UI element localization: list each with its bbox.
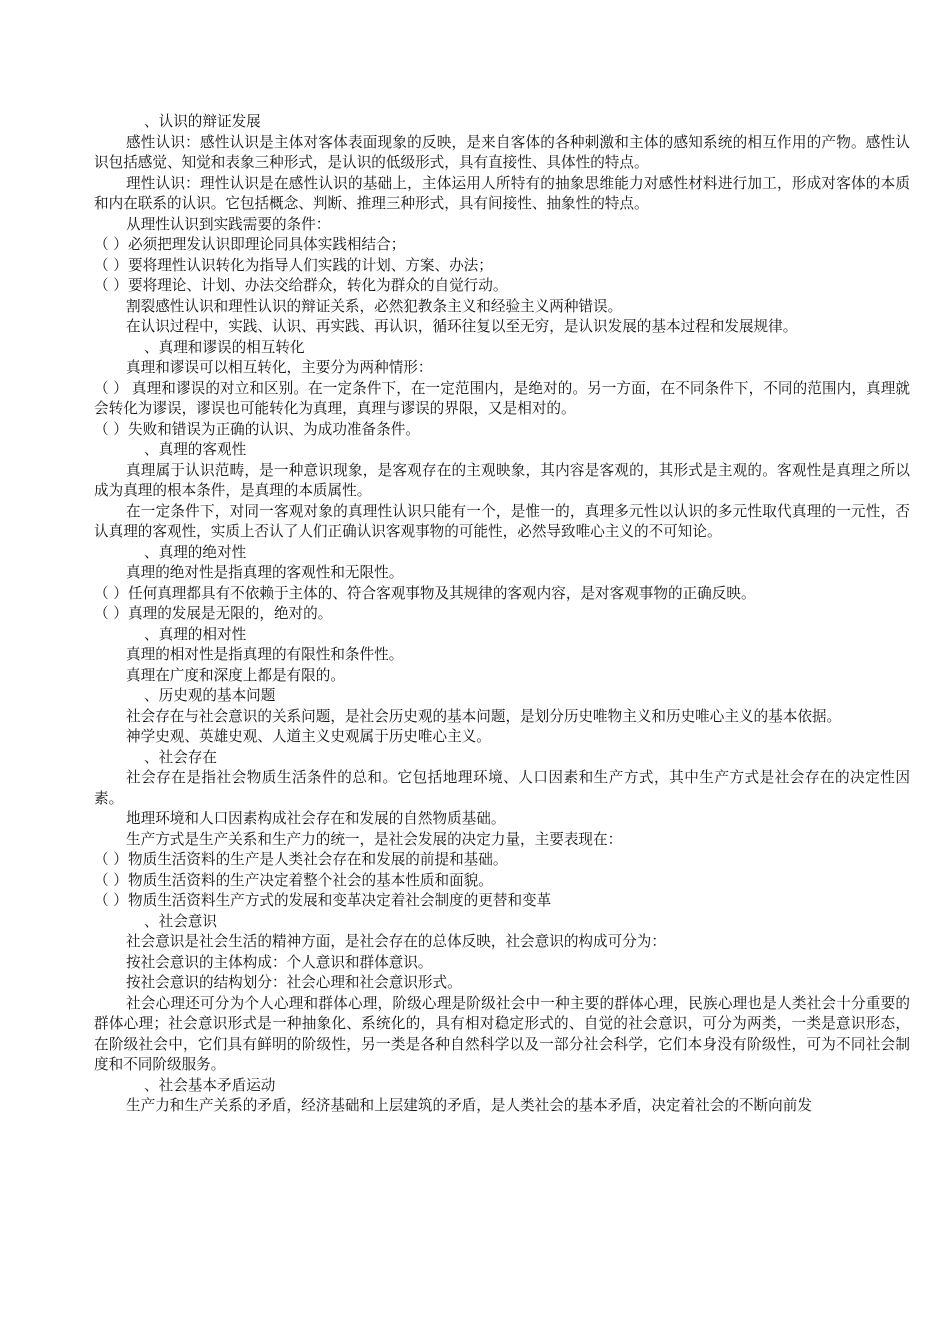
paragraph: 社会意识是社会生活的精神方面，是社会存在的总体反映，社会意识的构成可分为： <box>126 933 666 950</box>
paragraph: 在认识过程中，实践、认识、再实践、再认识，循环往复以至无穷，是认识发展的基本过程和发展规律。 <box>126 318 798 335</box>
item-text: 真理的发展是无限的，绝对的。 <box>128 605 333 622</box>
section-heading: 、真理的客观性 <box>144 441 247 458</box>
item-marker: （ ） <box>94 605 128 622</box>
item-marker: （ ） <box>94 892 128 909</box>
section-heading: 、认识的辩证发展 <box>144 113 261 130</box>
section-heading: 、真理的绝对性 <box>144 543 247 561</box>
paragraph: 按社会意识的结构划分：社会心理和社会意识形式。 <box>126 974 462 991</box>
item-text: 要将理性认识转化为指导人们实践的计划、方案、办法； <box>128 256 493 274</box>
paragraph: 神学史观、英雄史观、人道主义史观属于历史唯心主义。 <box>126 728 491 745</box>
paragraph: 割裂感性认识和理性认识的辩证关系，必然犯教条主义和经验主义两种错误。 <box>126 297 623 315</box>
item-text: 要将理论、计划、办法交给群众，转化为群众的自觉行动。 <box>128 277 508 294</box>
item-text: 物质生活资料的生产决定着整个社会的基本性质和面貌。 <box>128 871 493 889</box>
paragraph: 社会存在与社会意识的关系问题，是社会历史观的基本问题，是划分历史唯物主义和历史唯心主义的基本依据。 <box>126 707 842 725</box>
paragraph: 理性认识：理性认识是在感性认识的基础上，主体运用人所特有的抽象思维能力对感性材料进行加工，形成对客体的本质和内在联系的认识。它包括概念、判断、推理三种形式，具有间接性、抽象性的特点。 <box>94 174 910 212</box>
document-body <box>94 112 910 1117</box>
paragraph: 感性认识：感性认识是主体对客体表面现象的反映，是来自客体的各种刺激和主体的感知系统的相互作用的产物。感性认识包括感觉、知觉和表象三种形式，是认识的低级形式，具有直接性、具体性的特点。 <box>94 133 910 171</box>
item-text: 失败和错误为正确的认识、为成功准备条件。 <box>128 420 420 438</box>
item-marker: （ ） <box>94 277 128 294</box>
numbered-item <box>94 871 910 892</box>
section-heading: 、真理和谬误的相互转化 <box>144 338 305 356</box>
paragraph: 地理环境和人口因素构成社会存在和发展的自然物质基础。 <box>126 810 506 827</box>
paragraph: 在一定条件下，对同一客观对象的真理性认识只能有一个，是惟一的，真理多元性以认识的多元性取代真理的一元性，否认真理的客观性，实质上否认了人们正确认识客观事物的可能性，必然导致唯心主义的不可知论。 <box>94 502 910 540</box>
numbered-item <box>94 850 910 871</box>
item-marker: （ ） <box>94 851 128 868</box>
paragraph: 从理性认识到实践需要的条件： <box>126 215 331 233</box>
paragraph: 社会存在是指社会物质生活条件的总和。它包括地理环境、人口因素和生产方式，其中生产方式是社会存在的决定性因素。 <box>94 769 910 807</box>
section-heading: 、历史观的基本问题 <box>144 687 276 704</box>
item-text: 任何真理都具有不依赖于主体的、符合客观事物及其规律的客观内容，是对客观事物的正确反映。 <box>128 584 756 602</box>
numbered-item <box>94 379 910 420</box>
numbered-item <box>94 604 910 625</box>
numbered-item <box>94 891 910 912</box>
paragraph: 真理属于认识范畴，是一种意识现象，是客观存在的主观映象，其内容是客观的，其形式是主观的。客观性是真理之所以成为真理的根本条件，是真理的本质属性。 <box>94 461 910 499</box>
item-text: 必须把理发认识即理论同具体实践相结合； <box>128 236 406 253</box>
paragraph: 真理的相对性是指真理的有限性和条件性。 <box>126 646 404 663</box>
paragraph: 社会心理还可分为个人心理和群体心理，阶级心理是阶级社会中一种主要的群体心理，民族心理也是人类社会十分重要的群体心理；社会意识形式是一种抽象化、系统化的，具有相对稳定形式的、自觉的社会意识，可分为两类，一类是意识形态，在阶级社会中，它们具有鲜明的阶级性，另一类是各种自然科学以及一部分社会科学，它们本身没有阶级性，可为不同社会制度和不同阶级服务。 <box>94 994 910 1073</box>
section-heading: 、社会基本矛盾运动 <box>144 1076 276 1094</box>
paragraph: 生产力和生产关系的矛盾，经济基础和上层建筑的矛盾，是人类社会的基本矛盾，决定着社会的不断向前发 <box>126 1097 812 1114</box>
numbered-item <box>94 256 910 277</box>
numbered-item <box>94 420 910 441</box>
item-text: 物质生活资料生产方式的发展和变革决定着社会制度的更替和变革 <box>128 892 552 909</box>
section-heading: 、社会意识 <box>144 912 217 930</box>
item-marker: （ ） <box>94 871 128 889</box>
item-marker: （ ） <box>94 236 128 253</box>
numbered-item <box>94 276 910 297</box>
item-marker: （ ） <box>94 256 128 274</box>
paragraph: 真理的绝对性是指真理的客观性和无限性。 <box>126 564 404 581</box>
paragraph: 真理在广度和深度上都是有限的。 <box>126 666 345 684</box>
numbered-item <box>94 584 910 605</box>
item-marker: （ ） <box>94 584 128 602</box>
section-heading: 、社会存在 <box>144 748 217 766</box>
section-heading: 、真理的相对性 <box>144 625 247 643</box>
item-marker: （ ） <box>94 420 128 438</box>
paragraph: 按社会意识的主体构成：个人意识和群体意识。 <box>126 953 433 971</box>
item-marker: （ ） <box>94 379 128 397</box>
paragraph: 生产方式是生产关系和生产力的统一，是社会发展的决定力量，主要表现在： <box>126 830 623 848</box>
numbered-item <box>94 235 910 256</box>
item-text: 物质生活资料的生产是人类社会存在和发展的前提和基础。 <box>128 851 508 868</box>
paragraph: 真理和谬误可以相互转化，主要分为两种情形： <box>126 359 433 376</box>
item-text: 真理和谬误的对立和区别。在一定条件下，在一定范围内，是绝对的。另一方面，在不同条件下，不同的范围内，真理就会转化为谬误，谬误也可能转化为真理，真理与谬误的界限，又是相对的。 <box>94 379 910 417</box>
